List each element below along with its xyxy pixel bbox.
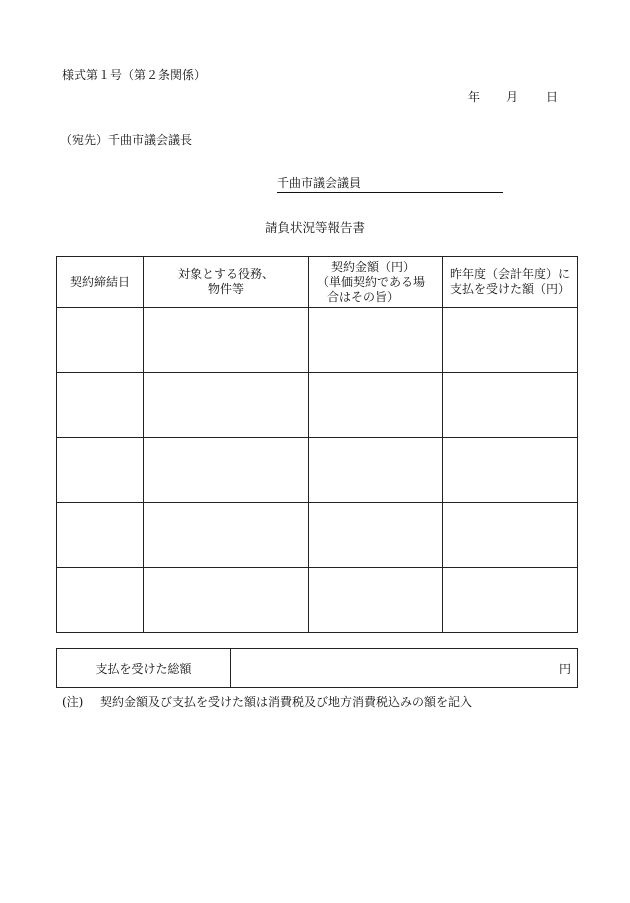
header-service-item-line2: 物件等 (207, 282, 244, 296)
member-signature-line: 千曲市議会議員 (277, 174, 503, 193)
total-table (56, 648, 578, 688)
table-row (57, 308, 578, 373)
document-title: 請負状況等報告書 (265, 220, 366, 235)
table-header-row (57, 257, 578, 308)
form-number: 様式第１号（第２条関係） (62, 68, 207, 82)
cell-contract-amount[interactable] (309, 503, 443, 568)
cell-service-item[interactable] (144, 503, 309, 568)
date-year-label: 年 (468, 90, 481, 104)
cell-contract-amount[interactable] (309, 308, 443, 373)
date-month-label: 月 (506, 90, 519, 104)
cell-paid-amount[interactable] (443, 308, 578, 373)
header-paid-amount-line1: 昨年度（会計年度）に (449, 267, 570, 281)
table-row (57, 438, 578, 503)
total-amount-field[interactable] (231, 649, 578, 688)
header-contract-amount-line3: 合はその旨） (327, 289, 400, 304)
cell-service-item[interactable] (144, 568, 309, 633)
header-contract-amount-line2: （単価契約である場 (317, 274, 426, 289)
cell-paid-amount[interactable] (443, 438, 578, 503)
total-label: 支払を受けた総額 (57, 649, 231, 688)
cell-contract-amount[interactable] (309, 438, 443, 503)
total-yen-unit: 円 (558, 661, 571, 676)
table-row (57, 503, 578, 568)
cell-contract-amount[interactable] (309, 568, 443, 633)
header-contract-amount (309, 257, 443, 308)
header-service-item-line1: 対象とする役務、 (177, 267, 274, 281)
addressee: （宛先）千曲市議会議長 (60, 133, 193, 147)
table-row (57, 373, 578, 438)
date-line (468, 88, 558, 105)
header-paid-amount-line2: 支払を受けた額（円） (449, 282, 570, 296)
cell-contract-date[interactable] (57, 308, 144, 373)
cell-contract-date[interactable] (57, 568, 144, 633)
cell-service-item[interactable] (144, 308, 309, 373)
report-table (56, 256, 578, 633)
cell-contract-date[interactable] (57, 438, 144, 503)
footnote (62, 693, 472, 710)
table-row (57, 568, 578, 633)
cell-paid-amount[interactable] (443, 503, 578, 568)
cell-contract-date[interactable] (57, 503, 144, 568)
header-contract-amount-line1: 契約金額（円） (331, 259, 416, 274)
total-row (57, 649, 578, 688)
cell-paid-amount[interactable] (443, 373, 578, 438)
cell-service-item[interactable] (144, 373, 309, 438)
cell-service-item[interactable] (144, 438, 309, 503)
cell-contract-date[interactable] (57, 373, 144, 438)
footnote-text: 契約金額及び支払を受けた額は消費税及び地方消費税込みの額を記入 (100, 695, 473, 709)
date-day-label: 日 (546, 90, 559, 104)
header-paid-amount (443, 257, 578, 308)
cell-paid-amount[interactable] (443, 568, 578, 633)
footnote-label: (注) (62, 695, 84, 709)
cell-contract-amount[interactable] (309, 373, 443, 438)
header-service-item (144, 257, 309, 308)
header-contract-date: 契約締結日 (57, 257, 144, 308)
